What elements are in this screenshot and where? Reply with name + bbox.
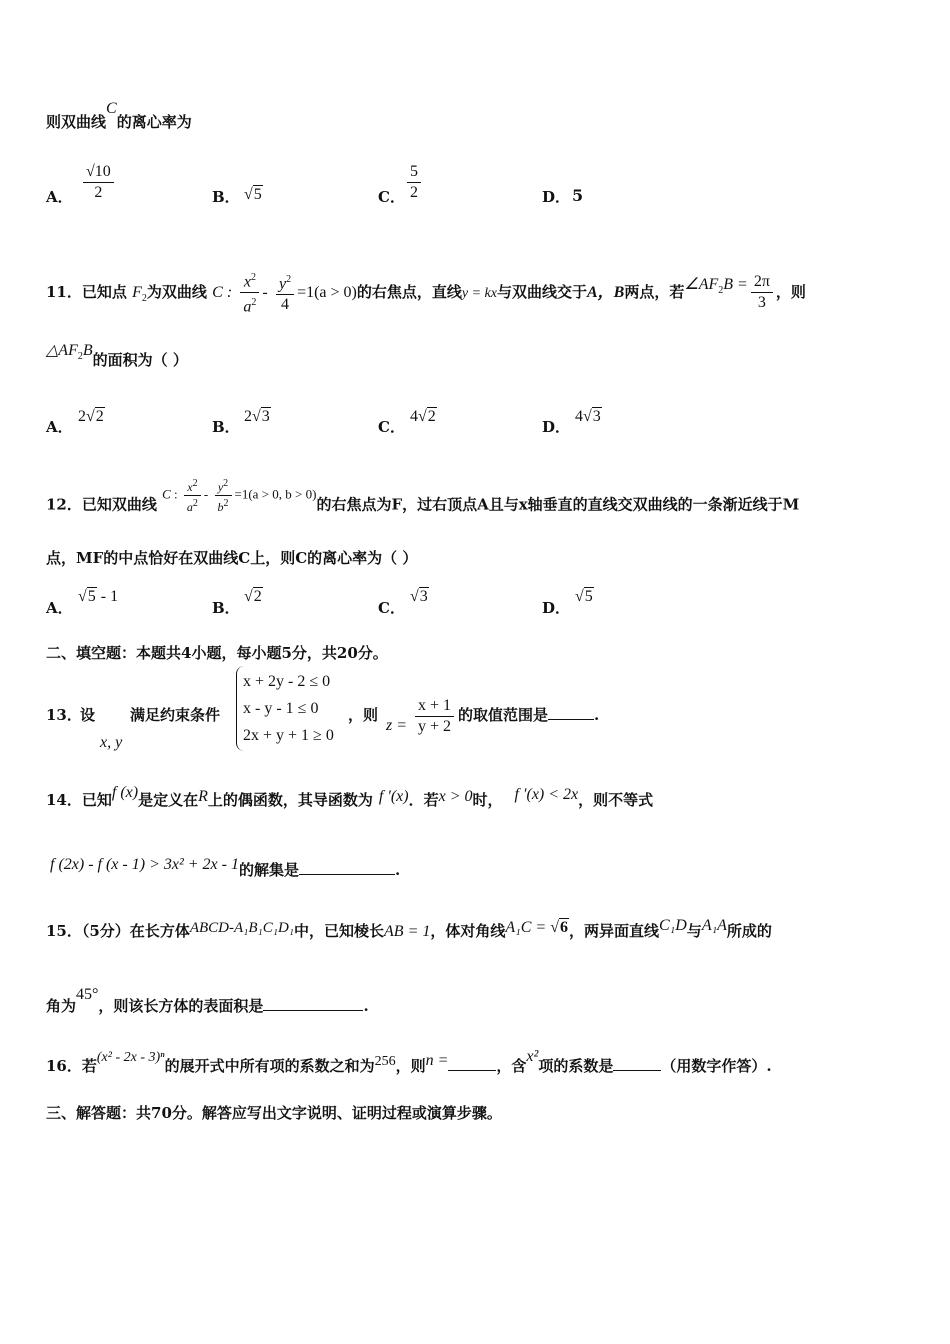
q13-tail: 的取值范围是 . bbox=[458, 706, 600, 724]
z-fraction: $\frac{x + 1}{y + 2}$ bbox=[415, 696, 454, 737]
option-a-value: 2√2 bbox=[78, 408, 104, 425]
option-c-label[interactable]: C． bbox=[378, 418, 405, 436]
frac-2pi-3: $\frac{2\pi}{3}$ bbox=[751, 272, 773, 313]
angle-expr: $\angle AF_2B$ = bbox=[684, 275, 748, 297]
option-d-label[interactable]: D． bbox=[542, 188, 571, 206]
option-a-value: √5 - 1 bbox=[78, 588, 119, 605]
answer-blank[interactable] bbox=[548, 705, 594, 720]
vars-xy: x, y bbox=[100, 734, 123, 751]
option-b-value: 2√3 bbox=[244, 408, 270, 425]
question-11-line2: $\triangle AF_2B$的面积为（ ） bbox=[46, 342, 188, 369]
var-C: C bbox=[106, 100, 117, 117]
question-14-line2: f (2x) - f (x - 1) > 3x² + 2x - 1的解集是 . bbox=[50, 856, 401, 879]
focus-F2: $F_2$ bbox=[132, 283, 147, 305]
section-3-heading: 三、解答题：共70分。解答应写出文字说明、证明过程或演算步骤。 bbox=[46, 1104, 502, 1122]
option-b-value: √2 bbox=[244, 588, 262, 605]
frac-y2-4: $\frac{y^2}{4}$ bbox=[276, 270, 294, 315]
option-d-value: √5 bbox=[575, 588, 593, 605]
q12-curve: C : $\frac{x^2}{a^2}$ - $\frac{y^2}{b^2}$ =1(a > 0, b > 0) bbox=[162, 478, 317, 514]
option-b-label[interactable]: B． bbox=[212, 188, 240, 206]
answer-blank-n[interactable] bbox=[448, 1056, 496, 1071]
option-c-label[interactable]: C． bbox=[378, 599, 405, 617]
question-14: 14．已知f (x)是定义在R上的偶函数，其导函数为 f ′(x)．若x > 0时， f ′(x) < 2x，则不等式 bbox=[46, 784, 654, 809]
triangle-expr: $\triangle AF_2B$ bbox=[46, 342, 93, 363]
answer-blank-coef[interactable] bbox=[613, 1056, 661, 1071]
question-13: 13． 设 x, y 满足约束条件 x + 2y - 2 ≤ 0 x - y - 1 ≤ 0 2x + y + 1 ≥ 0 ，则 z = $\frac{x + 1}{y + 2}$ 的取值范围是 . bbox=[46, 666, 910, 756]
option-a-label[interactable]: A． bbox=[46, 188, 73, 206]
frac-x2-a2: $\frac{x^2}{a^2}$ bbox=[240, 268, 259, 318]
option-c-value: 4√2 bbox=[410, 408, 436, 425]
option-a-label[interactable]: A． bbox=[46, 418, 73, 436]
question-15-line2: 角为45°，则该长方体的表面积是 . bbox=[46, 986, 369, 1015]
option-b-value: √5 bbox=[244, 186, 262, 203]
option-d-value: 4√3 bbox=[575, 408, 601, 425]
line-eq: y = kx bbox=[461, 285, 497, 301]
z-label: z = bbox=[386, 717, 408, 734]
section-2-heading: 二、填空题：本题共4小题，每小题5分，共20分。 bbox=[46, 644, 388, 662]
curve-label: C : bbox=[212, 283, 233, 301]
answer-blank[interactable] bbox=[299, 860, 395, 875]
option-c-value: $\frac{5}{2}$ bbox=[407, 162, 421, 203]
option-c-value: √3 bbox=[410, 588, 428, 605]
question-11: 11．已知点 $F_2$为双曲线 C : $\frac{x^2}{a^2}$ - $\frac{y^2}{4}$ =1(a > 0)的右焦点，直线y = kx与双曲线交于A，B两点，若$\angle AF_2B$ = $\frac{2\pi}{3}$ ，则 bbox=[46, 268, 910, 318]
condition: =1(a > 0) bbox=[297, 283, 357, 301]
q10-tail: 则双曲线C的离心率为 bbox=[46, 100, 192, 131]
option-d-label[interactable]: D． bbox=[542, 599, 571, 617]
option-c-label[interactable]: C． bbox=[378, 188, 405, 206]
option-b-label[interactable]: B． bbox=[212, 599, 240, 617]
question-12-line2: 点，MF的中点恰好在双曲线C上，则C的离心率为（ ） bbox=[46, 549, 418, 567]
option-d-value: 5 bbox=[572, 186, 584, 205]
constraint-system: x + 2y - 2 ≤ 0 x - y - 1 ≤ 0 2x + y + 1 ≥ 0 bbox=[236, 666, 340, 751]
question-15: 15．（5分）在长方体ABCD-A₁B₁C₁D₁中，已知棱长AB = 1，体对角线A₁C = √6，两异面直线C₁D与A₁A所成的 bbox=[46, 917, 772, 940]
question-12: 12．已知双曲线 C : $\frac{x^2}{a^2}$ - $\frac{y^2}{b^2}$ =1(a > 0, b > 0)的右焦点为F，过右顶点A且与x轴垂直的直线交双曲线的一条渐近线于M bbox=[46, 478, 800, 514]
question-16: 16．若(x² - 2x - 3)ⁿ的展开式中所有项的系数之和为256，则n = ，含x²项的系数是 （用数字作答）. bbox=[46, 1048, 772, 1075]
answer-blank[interactable] bbox=[263, 996, 363, 1011]
option-d-label[interactable]: D． bbox=[542, 418, 571, 436]
option-a-value: $\frac{√10}{2}$ bbox=[83, 162, 114, 203]
option-a-label[interactable]: A． bbox=[46, 599, 73, 617]
option-b-label[interactable]: B． bbox=[212, 418, 240, 436]
